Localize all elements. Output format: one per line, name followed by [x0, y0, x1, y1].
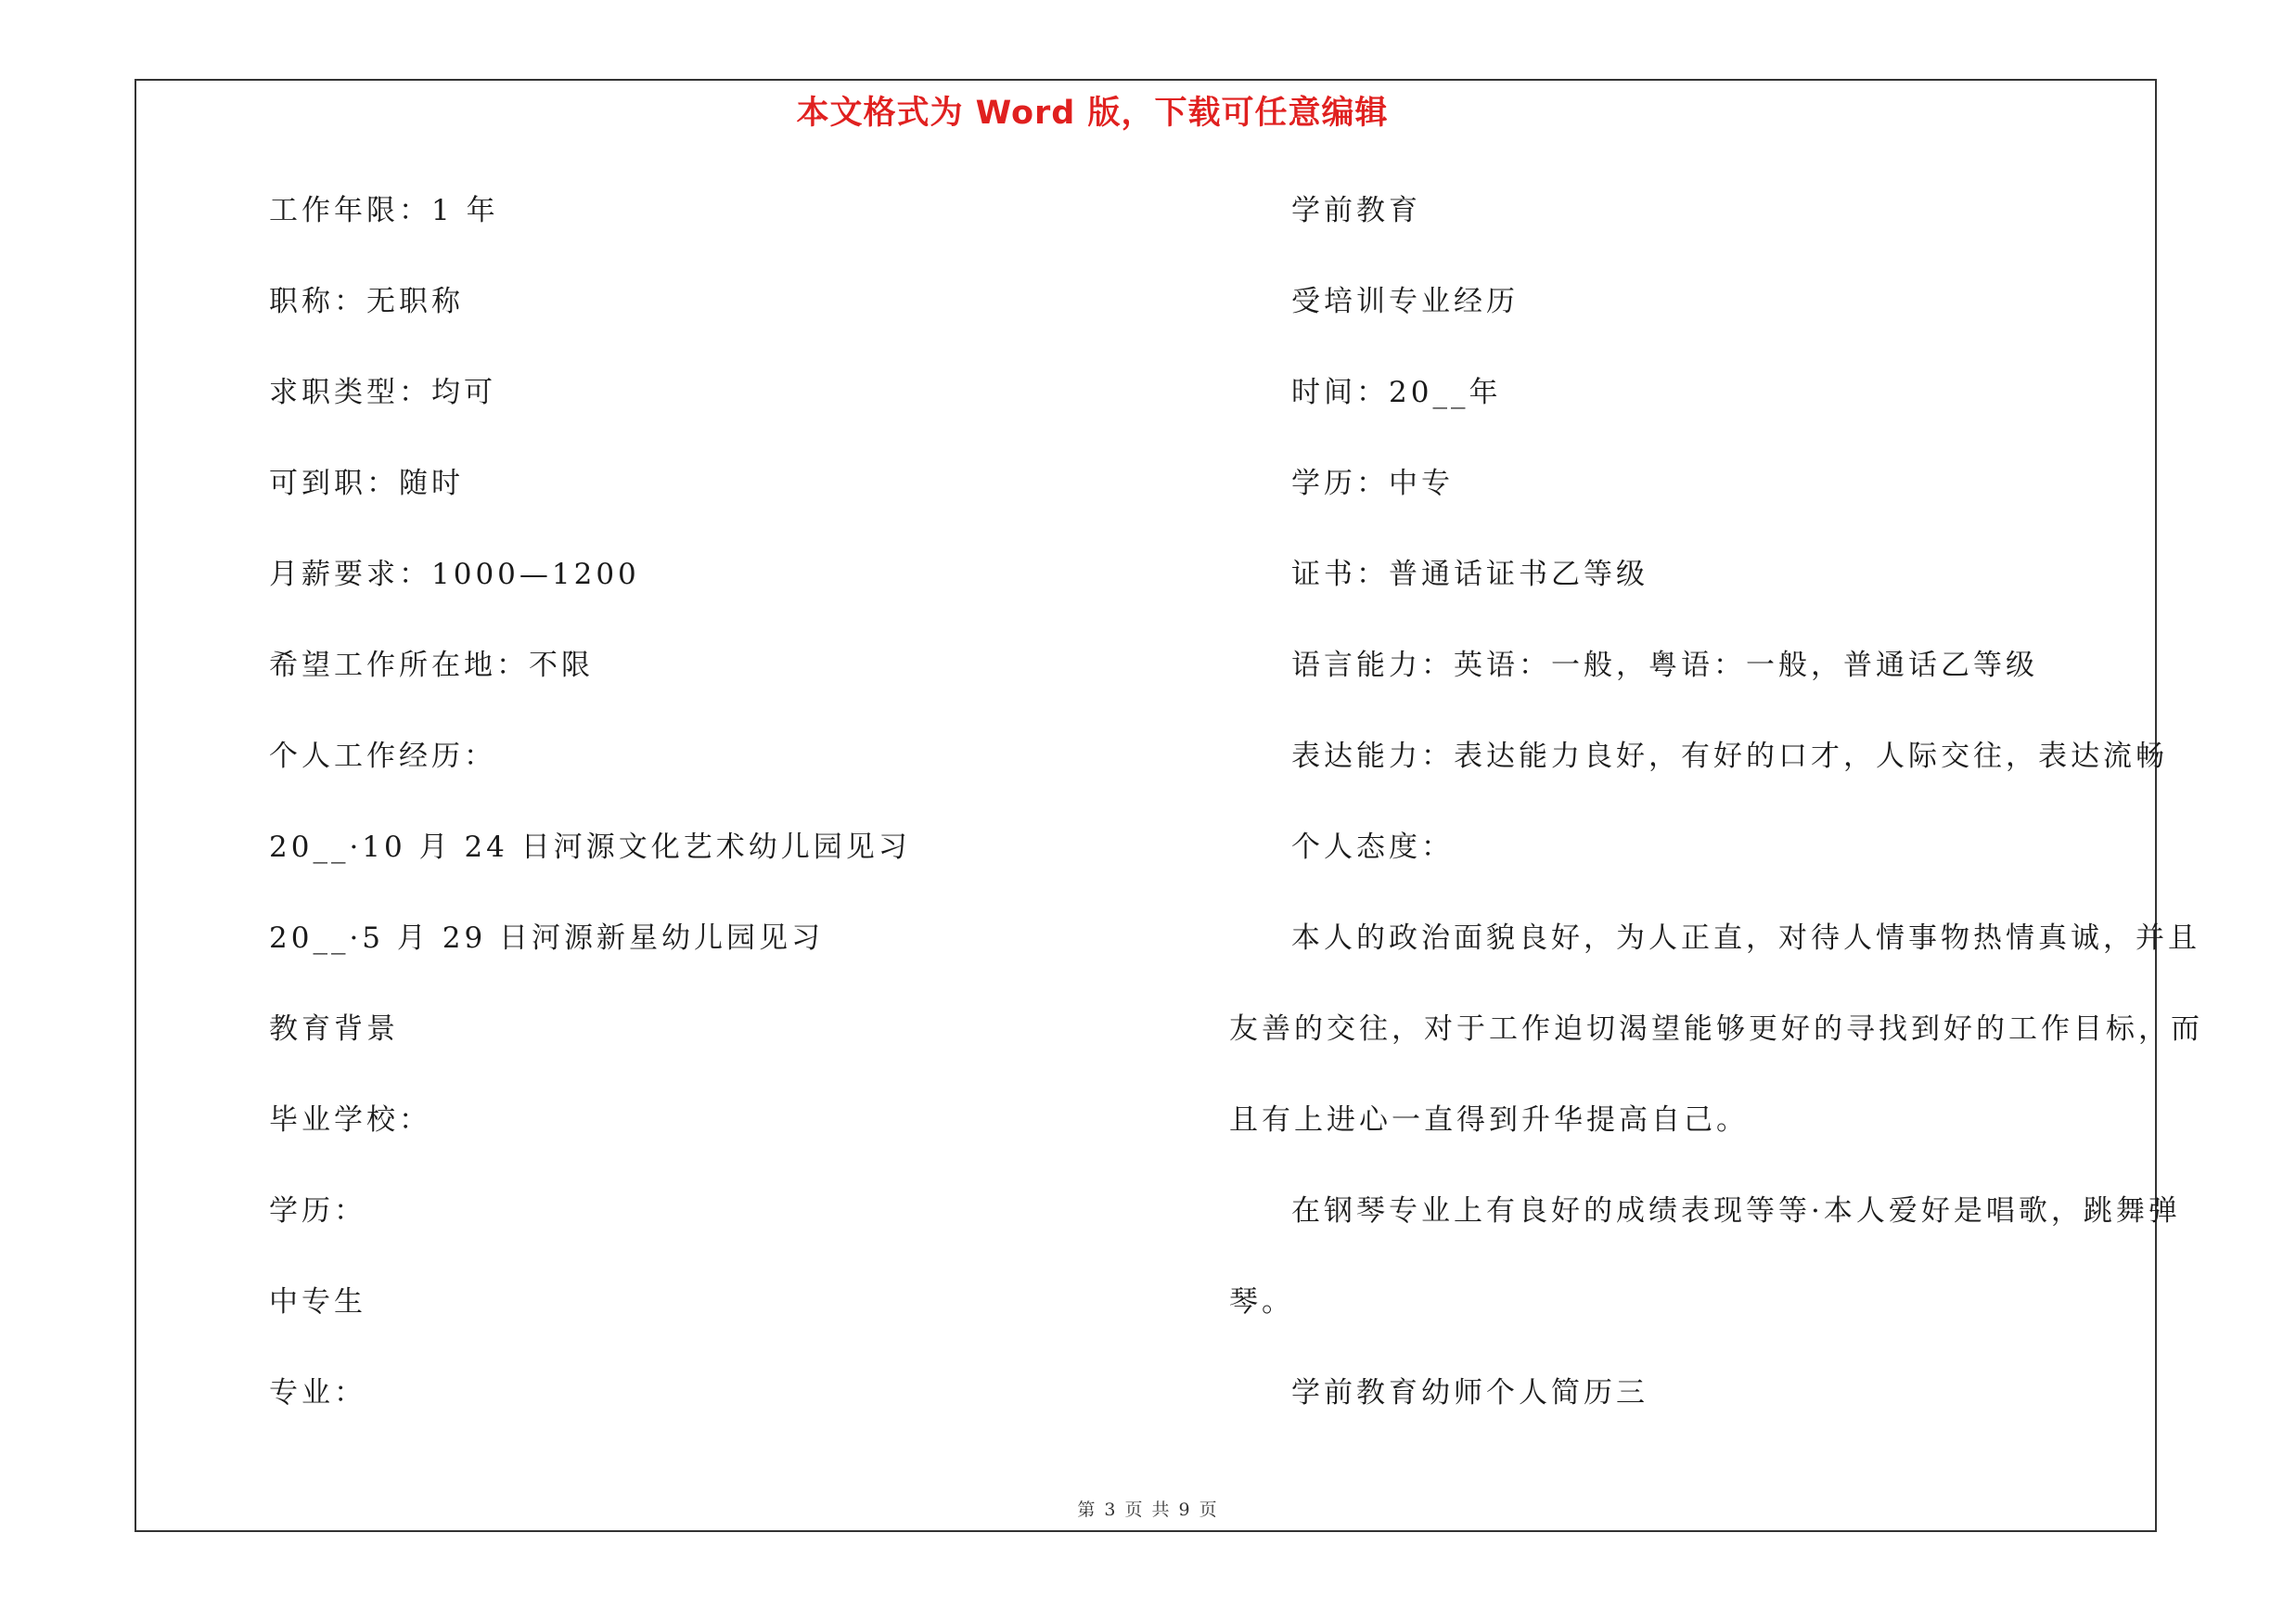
- degree-label-line: 学历：: [269, 1194, 366, 1228]
- page-number-footer: 第 3 页 共 9 页: [1077, 1500, 1219, 1520]
- job-title-line: 职称：无职称: [269, 285, 464, 318]
- hobby-paragraph-line: 琴。: [1229, 1285, 1294, 1319]
- location-line: 希望工作所在地：不限: [269, 649, 594, 682]
- work-experience-item: 20__·5 月 29 日河源新星幼儿园见习: [269, 921, 825, 955]
- language-line: 语言能力：英语：一般，粤语：一般，普通话乙等级: [1291, 649, 2038, 682]
- certificate-line: 证书：普通话证书乙等级: [1291, 558, 1648, 591]
- degree-value-line: 中专生: [269, 1285, 366, 1319]
- attitude-paragraph-line: 友善的交往，对于工作迫切渴望能够更好的寻找到好的工作目标，而: [1229, 1012, 2203, 1046]
- salary-line: 月薪要求：1000—1200: [269, 558, 640, 591]
- school-line: 毕业学校：: [269, 1103, 431, 1137]
- major-value-line: 学前教育: [1291, 194, 1421, 227]
- work-experience-item: 20__·10 月 24 日河源文化艺术幼儿园见习: [269, 831, 911, 864]
- hobby-paragraph-line: 在钢琴专业上有良好的成绩表现等等·本人爱好是唱歌，跳舞弹: [1291, 1194, 2181, 1228]
- education-heading: 教育背景: [269, 1012, 399, 1046]
- attitude-paragraph-line: 且有上进心一直得到升华提高自己。: [1229, 1103, 1749, 1137]
- major-label-line: 专业：: [269, 1376, 366, 1410]
- work-years-line: 工作年限：1 年: [269, 194, 499, 227]
- right-column: [1229, 186, 2203, 1459]
- left-column: [269, 186, 1197, 1459]
- work-experience-heading: 个人工作经历：: [269, 740, 496, 773]
- format-notice-banner: 本文格式为 Word 版，下载可任意编辑: [796, 95, 1389, 132]
- training-degree-line: 学历：中专: [1291, 467, 1454, 500]
- expression-line: 表达能力：表达能力良好，有好的口才，人际交往，表达流畅: [1291, 740, 2168, 773]
- availability-line: 可到职：随时: [269, 467, 464, 500]
- attitude-heading: 个人态度：: [1291, 831, 1454, 864]
- job-type-line: 求职类型：均可: [269, 376, 496, 409]
- training-time-line: 时间：20__年: [1291, 376, 1502, 409]
- attitude-paragraph-line: 本人的政治面貌良好，为人正直，对待人情事物热情真诚，并且: [1291, 921, 2200, 955]
- training-heading: 受培训专业经历: [1291, 285, 1519, 318]
- section-title-line: 学前教育幼师个人简历三: [1291, 1376, 1648, 1410]
